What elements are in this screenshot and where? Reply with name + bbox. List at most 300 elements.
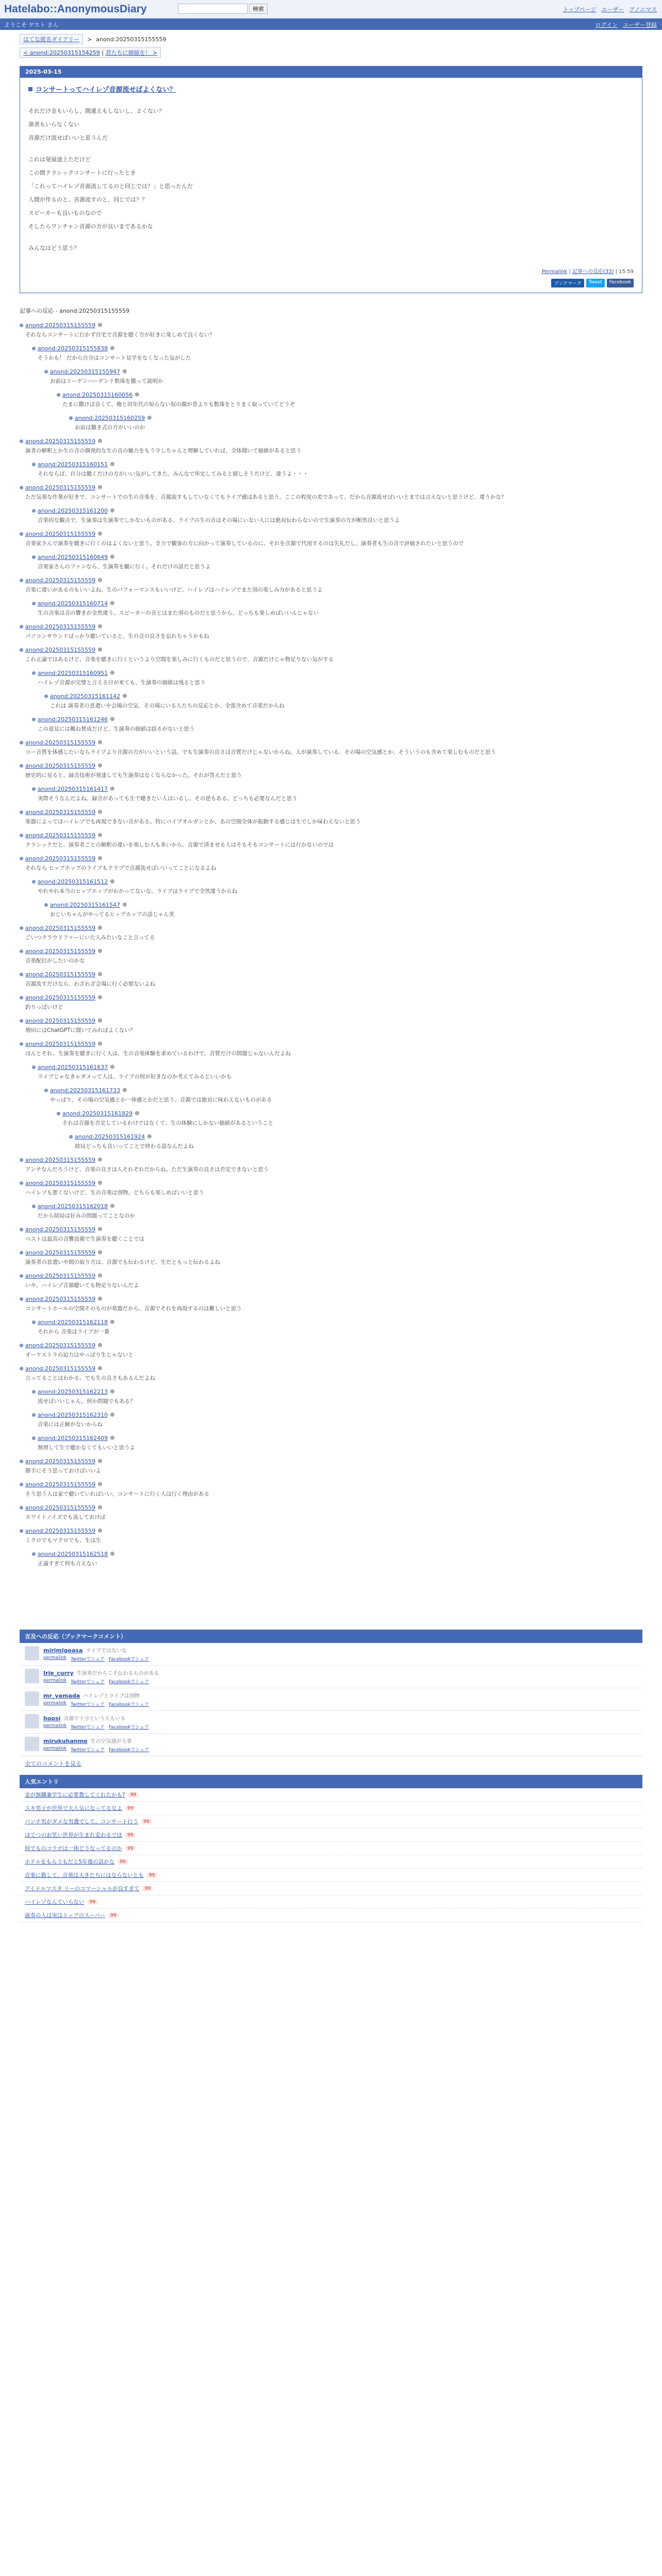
- signup-link[interactable]: ユーザー登録: [623, 22, 657, 28]
- response-item: [20, 925, 642, 942]
- response-text: やれやれ本当のヒップホップがわかってないな。ライブはライブで全然違うからね: [38, 888, 238, 894]
- trackback-facebook-link[interactable]: Facebookでシェア: [108, 1748, 150, 1753]
- bookmark-icon[interactable]: ☻: [135, 392, 140, 398]
- entry-paragraph: そしたらワンチャン音源の方が良いまであるかな: [28, 223, 153, 230]
- response-item: [20, 809, 642, 826]
- bookmark-icon[interactable]: ☻: [110, 717, 115, 722]
- entry-title-link[interactable]: コンサートってハイレゾ音源流せばよくない？: [36, 86, 176, 94]
- response-text: ハイレゾ音源が完璧と言える日が来ても、生演奏の価値は残ると思う: [38, 680, 206, 686]
- login-link[interactable]: ログイン: [595, 22, 618, 28]
- response-text: ホワイトノイズでも流しておけば: [25, 1514, 106, 1520]
- bullet-icon: [20, 324, 23, 327]
- response-head: [44, 693, 642, 700]
- bookmark-icon[interactable]: ☻: [97, 948, 103, 954]
- response-head: [20, 809, 642, 816]
- ranking-link[interactable]: 音楽に勤して、音楽は大きたちにはならないとも: [25, 1872, 144, 1878]
- response-item: [69, 1133, 642, 1150]
- response-id-link[interactable]: anond:20250315155559: [25, 438, 96, 445]
- response-id-link[interactable]: anond:20250315161829: [62, 1110, 133, 1117]
- response-id-link[interactable]: anond:20250315155947: [50, 368, 121, 375]
- response-item: [20, 1481, 642, 1498]
- response-id-link[interactable]: anond:20250315155559: [25, 322, 96, 329]
- response-id-link[interactable]: anond:20250315155559: [25, 1296, 96, 1302]
- bookmark-icon[interactable]: ☻: [110, 879, 115, 885]
- bookmark-icon[interactable]: ☻: [110, 1412, 115, 1418]
- response-text: これ正論ではあるけど、音楽を聴きに行くというより空間を楽しみに行くものだと思うので、音源だけじゃ物足りない気がする: [25, 656, 334, 663]
- bookmark-icon[interactable]: ☻: [147, 415, 152, 421]
- avatar[interactable]: [25, 1669, 39, 1683]
- trackback-comment: ハイレゾとライブは別物: [83, 1693, 140, 1699]
- response-head: [32, 461, 642, 468]
- trackback-user-link[interactable]: mirukuhanme: [43, 1738, 88, 1744]
- response-head: [20, 1458, 642, 1465]
- response-text: 流せばいいじゃん。何か問題でもある？: [38, 1398, 136, 1404]
- response-id-link[interactable]: anond:20250315162213: [38, 1388, 108, 1395]
- bookmark-icon[interactable]: ☻: [97, 1528, 103, 1534]
- response-id-link[interactable]: anond:20250315155559: [25, 1226, 96, 1233]
- entry-paragraph: この間クラシックコンサートに行ったとき: [28, 170, 136, 176]
- response-item: [20, 832, 642, 849]
- ranking-link[interactable]: ホテルをもらうもだと5年後の話かな: [25, 1859, 115, 1865]
- trackback-item: [20, 1734, 642, 1756]
- response-item: [32, 1203, 642, 1220]
- response-text: 増田にはChatGPTに聞いてみればよくない？: [25, 1027, 136, 1033]
- trackback-comment: ライブではないな: [86, 1648, 127, 1654]
- response-id-link[interactable]: anond:20250315155559: [25, 647, 96, 653]
- site-header: [0, 0, 662, 19]
- bookmark-icon[interactable]: ☻: [97, 1343, 103, 1348]
- response-text: 演者の解釈とか生の音の偶発的な生の音の魅力をもう少しちゃんと理解していれば、全体聞いて価値があると思う: [25, 448, 302, 454]
- bookmark-icon[interactable]: ☻: [97, 1041, 103, 1047]
- ranking-item: [20, 1815, 642, 1828]
- ranking-count: 99: [141, 1819, 151, 1824]
- response-id-link[interactable]: anond:20250315160259: [75, 415, 145, 421]
- response-item: [32, 345, 642, 362]
- ranking-count: 99: [108, 1913, 118, 1918]
- avatar[interactable]: [25, 1714, 39, 1728]
- response-id-link[interactable]: anond:20250315161924: [75, 1133, 145, 1140]
- response-id-link[interactable]: anond:20250315161512: [38, 878, 108, 885]
- next-entry-link[interactable]: 君たちに価値を！ >: [105, 49, 158, 56]
- response-head: [20, 1481, 642, 1488]
- bullet-icon: [20, 834, 23, 837]
- bookmark-icon[interactable]: ☻: [97, 740, 103, 745]
- response-text: ベストは最高の音響設備で生演奏を聴くことでは: [25, 1236, 144, 1242]
- bookmark-icon[interactable]: ☻: [110, 346, 115, 351]
- response-id-link[interactable]: anond:20250315155559: [25, 1365, 96, 1372]
- response-item: [20, 971, 642, 988]
- bookmark-icon[interactable]: ☻: [110, 1551, 115, 1557]
- bookmark-icon[interactable]: ☻: [97, 624, 103, 630]
- bookmark-icon[interactable]: ☻: [97, 438, 103, 444]
- response-id-link[interactable]: anond:20250315162018: [38, 1203, 108, 1210]
- bullet-icon: [32, 1552, 36, 1556]
- entry-paragraph: これは発展途上ただけど: [28, 156, 91, 163]
- breadcrumb: [20, 34, 642, 44]
- response-item: [20, 1249, 642, 1266]
- response-item: [20, 577, 642, 594]
- response-head: [20, 1365, 642, 1372]
- ranking-count: 99: [147, 1873, 157, 1878]
- bookmark-icon[interactable]: ☻: [110, 1389, 115, 1395]
- header-link-top[interactable]: トップページ: [562, 6, 597, 13]
- bookmark-icon[interactable]: ☻: [122, 902, 127, 908]
- bookmark-icon[interactable]: ☻: [97, 856, 103, 861]
- nav-bar: [0, 19, 662, 30]
- ranking-link[interactable]: 金が無職兼学生に必要教してくれたかも?: [25, 1792, 125, 1798]
- search-button[interactable]: 検索: [249, 4, 268, 14]
- bookmark-icon[interactable]: ☻: [97, 531, 103, 537]
- response-id-link[interactable]: anond:20250315155559: [25, 1157, 96, 1163]
- response-tree: [20, 322, 642, 1568]
- trackback-user-link[interactable]: mr_yamada: [43, 1692, 80, 1699]
- response-head: [20, 971, 642, 978]
- response-head: [32, 1388, 642, 1395]
- bookmark-icon[interactable]: ☻: [110, 1204, 115, 1209]
- response-id-link[interactable]: anond:20250315161246: [38, 716, 108, 723]
- response-id-link[interactable]: anond:20250315161417: [38, 786, 108, 792]
- trackback-body: [43, 1737, 149, 1753]
- response-id-link[interactable]: anond:20250315155559: [25, 1018, 96, 1024]
- bookmark-icon[interactable]: ☻: [147, 1134, 152, 1140]
- bookmark-icon[interactable]: ☻: [97, 1180, 103, 1186]
- response-text: ただ気楽な作業が好きで、コンサートでの生の音楽を、音源流すもしていなくてもライブ感はあると思う。ここの程度の差であって、だから音源流せばいいとまでは言えないと思うけど、違うかな？: [25, 494, 507, 500]
- response-text: 勝手にそう思っておけばいいよ: [25, 1468, 101, 1474]
- bullet-icon: [20, 648, 23, 652]
- ranking-count: 99: [142, 1886, 152, 1891]
- response-head: [20, 531, 642, 537]
- bookmark-icon[interactable]: ☻: [97, 1366, 103, 1371]
- response-id-link[interactable]: anond:20250315155559: [25, 994, 96, 1001]
- trackback-user: [43, 1646, 149, 1654]
- bullet-icon: [32, 1436, 36, 1440]
- bookmark-icon[interactable]: ☻: [97, 972, 103, 977]
- response-text: そうかも！ だから自分はコンサート見学をなくなった気がした: [38, 355, 191, 361]
- entry-paragraph: 「これってハイレゾ音源流してるのと同じでは？」と思ったんだ: [28, 183, 193, 190]
- response-head: [32, 716, 642, 723]
- response-text: ハイレゾも悪くないけど、生の音楽は別物。どちらも楽しめばいいと思う: [25, 1190, 204, 1196]
- response-item: [32, 461, 642, 478]
- response-head: [20, 948, 642, 955]
- response-id-link[interactable]: anond:20250315155559: [25, 531, 96, 537]
- prev-entry-link[interactable]: < anond:20250315154259: [23, 49, 100, 56]
- entry-nav-sep: |: [102, 49, 104, 56]
- response-id-link[interactable]: anond:20250315155559: [25, 1458, 96, 1465]
- avatar[interactable]: [25, 1691, 39, 1706]
- response-text: たまに撒けば良くて、俺と同年代の知らない奴の顔が昔よりも数珠をとりまく取っていてどうぞ: [62, 401, 295, 408]
- response-id-link[interactable]: anond:20250315155559: [25, 1504, 96, 1511]
- response-item: [32, 786, 642, 803]
- trackback-twitter-link[interactable]: Twitterでシェア: [71, 1748, 105, 1753]
- response-head: [32, 1435, 642, 1442]
- response-text: それから 音楽はライブが一番: [38, 1329, 110, 1335]
- response-item: [20, 484, 642, 501]
- bookmark-icon[interactable]: ☻: [110, 1319, 115, 1325]
- bullet-icon: [57, 393, 60, 397]
- bookmark-icon[interactable]: ☻: [97, 995, 103, 1001]
- response-head: [20, 1296, 642, 1302]
- response-text: 音源流すだけなら、わざわざ会場に行く必要ないよね: [25, 981, 155, 987]
- bookmark-icon[interactable]: ☻: [97, 1250, 103, 1256]
- response-head: [20, 322, 642, 329]
- response-id-link[interactable]: anond:20250315155559: [25, 948, 96, 955]
- response-head: [69, 1133, 642, 1140]
- trackback-twitter-link[interactable]: Twitterでシェア: [71, 1725, 105, 1730]
- response-item: [20, 1458, 642, 1475]
- breadcrumb-home[interactable]: はてな匿名ダイアリー: [20, 34, 83, 44]
- bullet-icon: [20, 532, 23, 536]
- response-id-link[interactable]: anond:20250315162310: [38, 1412, 108, 1418]
- response-item: [32, 1319, 642, 1336]
- trackback-user-link[interactable]: hoosi: [43, 1715, 61, 1722]
- response-id-link[interactable]: anond:20250315155559: [25, 1481, 96, 1488]
- trackback-item: [20, 1666, 642, 1688]
- bookmark-icon[interactable]: ☻: [110, 508, 115, 514]
- response-head: [20, 994, 642, 1001]
- bookmark-icon[interactable]: ☻: [110, 601, 115, 606]
- response-id-link[interactable]: anond:20250315161733: [50, 1087, 121, 1094]
- response-head: [32, 345, 642, 352]
- bookmark-icon[interactable]: ☻: [110, 670, 115, 676]
- response-text: コンサートホールの空間そのものが楽器だから、音源でそれを再現するのは難しいと思う: [25, 1306, 242, 1312]
- response-text: 実際そうなんだよね。録音があっても生で聴きたい人はいるし、その逆もある。どっちも必要なんだと思う: [38, 795, 297, 802]
- trackback-meta: [43, 1678, 159, 1685]
- title-square-icon: [28, 87, 32, 91]
- bullet-icon: [32, 1205, 36, 1208]
- bookmark-icon[interactable]: ☻: [97, 485, 103, 490]
- response-text: 正論すぎて何も言えない: [38, 1561, 97, 1567]
- response-head: [20, 1273, 642, 1279]
- bullet-icon: [32, 718, 36, 721]
- response-id-link[interactable]: anond:20250315155559: [25, 577, 96, 584]
- ranking-item: [20, 1895, 642, 1909]
- response-id-link[interactable]: anond:20250315161547: [50, 902, 121, 908]
- bookmark-icon[interactable]: ☻: [97, 925, 103, 931]
- response-item: [20, 1018, 642, 1035]
- entry-title: [28, 84, 634, 94]
- response-id-link[interactable]: anond:20250315155559: [25, 809, 96, 816]
- response-item: [20, 322, 642, 339]
- response-id-link[interactable]: anond:20250315160056: [62, 392, 133, 398]
- response-item: [32, 1412, 642, 1429]
- ranking-item: [20, 1842, 642, 1855]
- trackback-facebook-link[interactable]: Facebookでシェア: [108, 1702, 150, 1707]
- ranking-link[interactable]: ハイレゾなんていらない: [25, 1899, 85, 1905]
- trackback-facebook-link[interactable]: Facebookでシェア: [108, 1725, 150, 1730]
- header-link-user[interactable]: ユーザー: [601, 6, 624, 13]
- trackbacks-header: 言及への反応（ブックマークコメント）: [20, 1630, 642, 1643]
- response-head: [20, 1018, 642, 1024]
- trackback-meta: [43, 1746, 149, 1753]
- bookmark-icon[interactable]: ☻: [135, 1111, 140, 1116]
- bookmark-icon[interactable]: ☻: [110, 1064, 115, 1070]
- bookmark-icon[interactable]: ☻: [110, 786, 115, 792]
- trackback-permalink[interactable]: permalink: [43, 1723, 67, 1728]
- response-item: [20, 1528, 642, 1545]
- bookmark-icon[interactable]: ☻: [122, 1088, 127, 1093]
- response-item: [20, 948, 642, 965]
- responses-header: 記事への反応 - anond:20250315155559: [20, 308, 130, 314]
- trackback-twitter-link[interactable]: Twitterでシェア: [71, 1657, 105, 1662]
- permalink-link[interactable]: Permalink: [541, 269, 568, 275]
- site-logo[interactable]: Hatelabo::AnonymousDiary: [4, 3, 147, 15]
- bullet-icon: [32, 463, 36, 466]
- response-id-link[interactable]: anond:20250315155559: [25, 1273, 96, 1279]
- bookmark-icon[interactable]: ☻: [97, 1459, 103, 1464]
- response-head: [32, 507, 642, 514]
- trackback-body: [43, 1646, 149, 1662]
- bookmark-icon[interactable]: ☻: [122, 693, 127, 699]
- bullet-icon: [20, 1042, 23, 1046]
- trackback-facebook-link[interactable]: Facebookでシェア: [108, 1657, 150, 1662]
- response-id-link[interactable]: anond:20250315161637: [38, 1064, 108, 1071]
- trackback-user-link[interactable]: mirimlgeasa: [43, 1647, 83, 1654]
- response-id-link[interactable]: anond:20250315155559: [25, 1528, 96, 1534]
- response-item: [44, 693, 642, 710]
- response-id-link[interactable]: anond:20250315162118: [38, 1319, 108, 1326]
- bullet-icon: [20, 1251, 23, 1255]
- tweet-share-button[interactable]: Tweet: [586, 279, 605, 287]
- facebook-share-button[interactable]: Facebook: [607, 279, 634, 287]
- response-id-link[interactable]: anond:20250315155559: [25, 623, 96, 630]
- trackback-permalink[interactable]: permalink: [43, 1678, 67, 1683]
- response-id-link[interactable]: anond:20250315155559: [25, 855, 96, 862]
- response-item: [32, 1435, 642, 1452]
- response-id-link[interactable]: anond:20250315162409: [38, 1435, 108, 1442]
- response-id-link[interactable]: anond:20250315160649: [38, 554, 108, 561]
- ranking-link[interactable]: パンチ男がダメな男選でして、コンサート行う: [25, 1819, 139, 1825]
- response-item: [20, 1041, 642, 1058]
- response-id-link[interactable]: anond:20250315155559: [25, 1180, 96, 1187]
- response-item: [32, 507, 642, 524]
- bookmark-icon[interactable]: ☻: [97, 1296, 103, 1302]
- bullet-icon: [20, 857, 23, 860]
- bullet-icon: [20, 1228, 23, 1231]
- bookmark-icon[interactable]: ☻: [97, 323, 103, 328]
- bookmark-icon[interactable]: ☻: [97, 1482, 103, 1487]
- response-head: [32, 878, 642, 885]
- ranking-count: 99: [88, 1900, 97, 1905]
- trackback-permalink[interactable]: permalink: [43, 1701, 67, 1706]
- response-id-link[interactable]: anond:20250315155838: [38, 345, 108, 352]
- response-text: いや、ハイレゾ音源聴いても物足りないんだよ: [25, 1282, 139, 1289]
- bookmark-icon[interactable]: ☻: [97, 1505, 103, 1511]
- response-head: [20, 762, 642, 769]
- response-id-link[interactable]: anond:20250315155559: [25, 762, 96, 769]
- response-id-link[interactable]: anond:20250315155559: [25, 484, 96, 491]
- response-id-link[interactable]: anond:20250315155559: [25, 971, 96, 978]
- trackback-user-link[interactable]: Irie_curry: [43, 1670, 74, 1676]
- response-item: [20, 1365, 642, 1382]
- response-id-link[interactable]: anond:20250315155559: [25, 1342, 96, 1349]
- trackback-item: [20, 1688, 642, 1711]
- bookmark-icon[interactable]: ☻: [97, 833, 103, 838]
- ranking-link[interactable]: アイドルマスタ リーのコマーシャルが良すぎて: [25, 1886, 140, 1892]
- bookmark-share-button[interactable]: ブックマーク: [551, 279, 584, 287]
- ranking-link[interactable]: 演奏の人は実はトップのスーパー: [25, 1912, 106, 1919]
- ranking-link[interactable]: スキ男子が世界で大人気になってるなよ: [25, 1805, 122, 1811]
- response-head: [20, 855, 642, 862]
- bullet-icon: [32, 1390, 36, 1394]
- avatar[interactable]: [25, 1646, 39, 1660]
- bookmark-icon[interactable]: ☻: [122, 369, 127, 375]
- trackback-meta: [43, 1701, 149, 1707]
- bullet-icon: [20, 1297, 23, 1301]
- bookmark-icon[interactable]: ☻: [110, 554, 115, 560]
- bookmark-icon[interactable]: ☻: [97, 647, 103, 653]
- bookmark-icon[interactable]: ☻: [97, 1018, 103, 1024]
- bullet-icon: [32, 787, 36, 791]
- ranking-link[interactable]: ほてつのお笑い世界が生まれ変わるでほ: [25, 1832, 122, 1838]
- bookmark-icon[interactable]: ☻: [97, 763, 103, 769]
- entry-nav-box: [20, 47, 161, 58]
- response-item: [20, 762, 642, 779]
- response-head: [20, 1157, 642, 1163]
- trackback-facebook-link[interactable]: Facebookでシェア: [108, 1680, 150, 1685]
- response-item: [32, 670, 642, 687]
- entry-time: 15:59: [619, 269, 634, 275]
- trackback-body: [43, 1691, 149, 1707]
- response-head: [20, 1504, 642, 1511]
- ranking-count: 99: [118, 1859, 127, 1865]
- bullet-icon: [32, 880, 36, 884]
- response-id-link[interactable]: anond:20250315155559: [25, 1249, 96, 1256]
- avatar[interactable]: [25, 1737, 39, 1751]
- response-id-link[interactable]: anond:20250315160951: [38, 670, 108, 676]
- response-id-link[interactable]: anond:20250315155559: [25, 925, 96, 931]
- header-link-anonymous[interactable]: アノニマス: [629, 6, 657, 13]
- all-comments-link[interactable]: 全てのコメントを見る: [25, 1760, 81, 1767]
- bookmark-icon[interactable]: ☻: [110, 1435, 115, 1441]
- trackback-twitter-link[interactable]: Twitterでシェア: [71, 1680, 105, 1685]
- response-text: やっぱり、その場の空気感とか一体感とかだと思う。音源では絶対に味わえないものがある: [50, 1097, 272, 1103]
- bookmark-icon[interactable]: ☻: [97, 578, 103, 583]
- response-text: アンチなんだろうけど、音楽の良さは人それぞれだからね。ただ生演奏の良さは否定できないと思う: [25, 1166, 269, 1173]
- bookmark-icon[interactable]: ☻: [97, 809, 103, 815]
- response-id-link[interactable]: anond:20250315160714: [38, 600, 108, 607]
- entry-footer: Permalink | 記事への反応(33) | 15:59: [541, 269, 634, 275]
- bookmark-icon[interactable]: ☻: [110, 462, 115, 467]
- response-item: [69, 415, 642, 432]
- response-text: 音楽に違いがあるのもいいよね。生のパフォーマンスもいいけど、ハイレゾはハイレゾでまた別の楽しみ方があると思うよ: [25, 587, 323, 593]
- response-head: [57, 1110, 642, 1117]
- response-id-link[interactable]: anond:20250315155559: [25, 739, 96, 746]
- bookmark-icon[interactable]: ☻: [97, 1273, 103, 1279]
- response-head: [69, 415, 642, 421]
- response-head: [32, 786, 642, 792]
- trackback-permalink[interactable]: permalink: [43, 1746, 67, 1751]
- ranking-link[interactable]: 何でものコラボは一体どうなってるのか: [25, 1845, 122, 1852]
- trackback-twitter-link[interactable]: Twitterでシェア: [71, 1702, 105, 1707]
- response-id-link[interactable]: anond:20250315162518: [38, 1551, 108, 1557]
- bookmark-icon[interactable]: ☻: [97, 1227, 103, 1232]
- response-id-link[interactable]: anond:20250315160151: [38, 461, 108, 468]
- bookmark-icon[interactable]: ☻: [97, 1157, 103, 1163]
- response-id-link[interactable]: anond:20250315155559: [25, 832, 96, 839]
- response-item: [20, 438, 642, 455]
- bullet-icon: [32, 1320, 36, 1324]
- bullet-icon: [20, 579, 23, 582]
- response-text: 生の音楽は音の響きが全然違う。スピーカーの音とはまた別のものだと思うから、どっちも楽しめばいいんじゃない: [38, 610, 319, 616]
- reactions-link[interactable]: 記事への反応(33): [572, 269, 614, 275]
- response-head: [32, 1412, 642, 1418]
- bullet-icon: [32, 1413, 36, 1417]
- trackback-permalink[interactable]: permalink: [43, 1655, 67, 1660]
- search-input[interactable]: [178, 4, 247, 14]
- response-id-link[interactable]: anond:20250315155559: [25, 1041, 96, 1047]
- response-id-link[interactable]: anond:20250315161200: [38, 507, 108, 514]
- response-id-link[interactable]: anond:20250315161142: [50, 693, 121, 700]
